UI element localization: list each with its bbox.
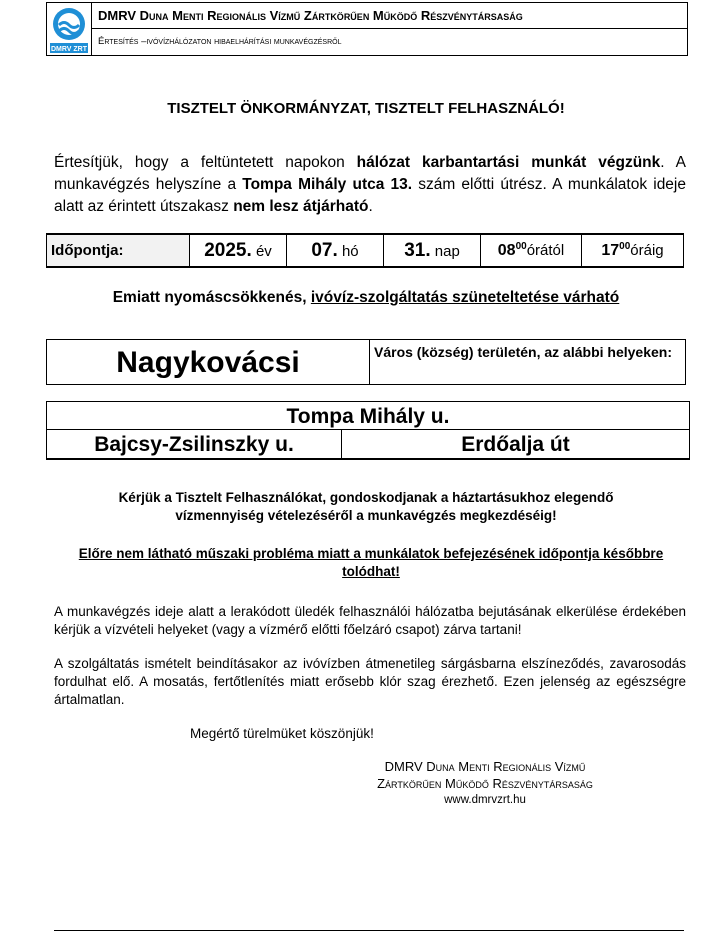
restart-paragraph: A szolgáltatás ismételt beindításakor az ivóvízben átmenetileg sárgásbarna elszíneződés, zavarosodás fordulhat elő. A mosatás, fertőtlenítés miatt erősebb klór szag érezhető. Ezen jelenség az egészségre ártalmatlan. xyxy=(54,656,686,707)
greeting-heading: TISZTELT ÖNKORMÁNYZAT, TISZTELT FELHASZNÁLÓ! xyxy=(167,100,565,117)
street-left: Bajcsy-Zsilinszky u. xyxy=(47,430,342,458)
schedule-from: $08^{00}órától$ xyxy=(481,234,582,267)
document-header xyxy=(46,2,688,56)
schedule-month: 07. hó xyxy=(287,234,384,267)
location-description: Város (község) területén, az alábbi helyeken: xyxy=(374,344,672,360)
document-subtitle: Értesítés –ivóvízhálózaton hibaelhárítási munkavégzésről xyxy=(98,36,342,47)
signature-line-1: DMRV Duna Menti Regionális Vízmű xyxy=(384,759,586,774)
street-main: Tompa Mihály u. xyxy=(47,402,689,430)
website-link[interactable]: www.dmrvzrt.hu xyxy=(444,794,526,806)
intro-paragraph: Értesítjük, hogy a feltüntetett napokon hálózat karbantartási munkát végzünk. A munkavégzés helyszíne a Tompa Mihály utca 13. szám előtti útrész. A munkálatok ideje alatt az érintett útszakasz nem lesz átjárható. xyxy=(54,154,686,215)
svg-text:DMRV ZRT: DMRV ZRT xyxy=(50,46,88,53)
warning-paragraph: Előre nem látható műszaki probléma miatt a munkálatok befejezésének időpontja későbbre tolódhat! xyxy=(78,546,664,579)
signature-line-2: Zártkörűen Működő Részvénytársaság xyxy=(377,776,593,791)
signature-block xyxy=(300,758,670,809)
street-table xyxy=(46,401,690,460)
company-name: DMRV Duna Menti Regionális Vízmű Zártkörűen Működő Részvénytársaság xyxy=(92,3,687,29)
location-box xyxy=(46,339,686,385)
sediment-paragraph: A munkavégzés ideje alatt a lerakódott üledék felhasználói hálózatba bejutásának elkerülése érdekében kérjük a vízvételi helyeket (vagy a vízmérő előtti főelzáró csapot) zárva tartani! xyxy=(54,604,686,637)
street-right: Erdőalja út xyxy=(461,433,570,456)
schedule-table xyxy=(46,233,684,268)
service-notice: Emiatt nyomáscsökkenés, ivóvíz-szolgáltatás szüneteltetése várható xyxy=(112,289,620,306)
schedule-year: 2025. év xyxy=(190,234,287,267)
schedule-label: Időpontja: xyxy=(47,234,190,267)
town-name: Nagykovácsi xyxy=(47,340,370,384)
dmrv-logo-icon xyxy=(47,3,91,55)
thanks-text: Megértő türelmüket köszönjük! xyxy=(190,726,374,741)
company-logo xyxy=(47,3,92,55)
schedule-to: $17^{00}óráig$ xyxy=(582,234,684,267)
request-paragraph: Kérjük a Tisztelt Felhasználókat, gondoskodjanak a háztartásukhoz elegendő vízmennyiség vételezéséről a munkavégzés megkezdéséig! xyxy=(118,490,614,523)
schedule-day: 31. nap xyxy=(384,234,481,267)
